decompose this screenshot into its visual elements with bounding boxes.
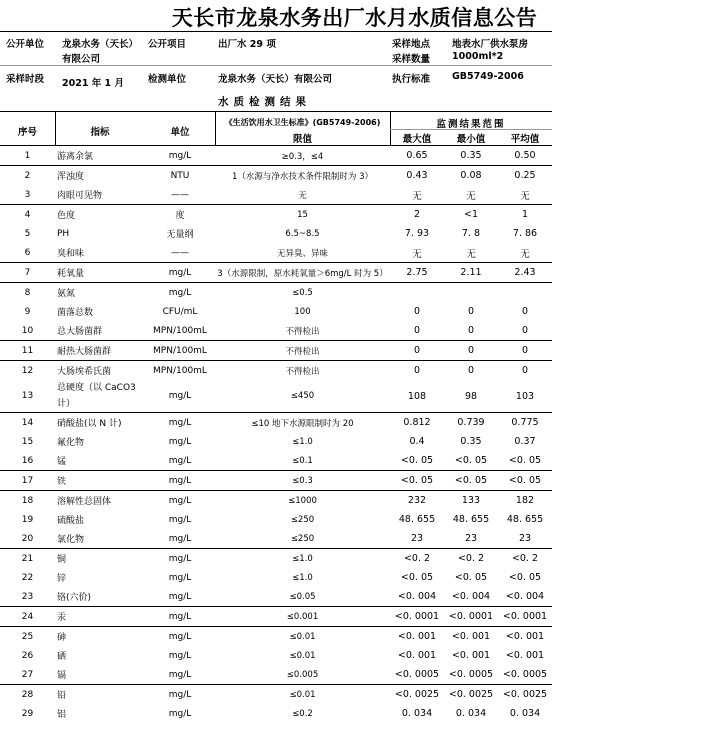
- standard-limit: ≤0.001: [215, 607, 390, 627]
- unit: mg/L: [168, 650, 192, 661]
- avg-value: [498, 283, 552, 303]
- max-value: <0. 0001: [390, 607, 444, 627]
- standard-limit: ≤250: [290, 533, 315, 544]
- max-value: <0. 004: [397, 591, 437, 602]
- min-value: 23: [464, 533, 478, 544]
- indicator-name: 铝: [57, 710, 67, 720]
- standard-limit: ≤1.0: [215, 549, 390, 569]
- max-value: 无: [412, 190, 422, 202]
- table-row: [0, 471, 552, 491]
- unit: mg/L: [145, 471, 215, 491]
- standard-label: 执行标准: [392, 74, 431, 85]
- avg-value: 0.37: [514, 436, 536, 447]
- min-value: <0. 05: [444, 471, 498, 491]
- min-value: 0: [444, 361, 498, 381]
- avg-value: 7. 86: [512, 228, 538, 239]
- unit: NTU: [145, 166, 215, 186]
- results-subtitle: 水质检测结果: [218, 96, 311, 108]
- table-row: [0, 341, 552, 361]
- min-value: 48. 655: [452, 514, 490, 525]
- indicator-name: 铁: [55, 471, 145, 491]
- standard-limit: 1（水源与净水技术条件限制时为 3）: [215, 166, 390, 186]
- table-row: [0, 205, 552, 225]
- avg-value: <0. 05: [508, 455, 542, 466]
- max-value: <0. 0005: [394, 669, 440, 680]
- avg-value: 23: [518, 533, 532, 544]
- row-number: 21: [0, 549, 55, 569]
- row-number: 14: [0, 413, 55, 433]
- row-number: 20: [21, 533, 34, 544]
- indicator-name: 氯化物: [57, 535, 85, 545]
- table-row: [0, 568, 552, 587]
- unit: ——: [171, 189, 189, 200]
- max-value: 23: [410, 533, 424, 544]
- table-row: [0, 704, 552, 723]
- table-row: [0, 549, 552, 569]
- avg-value: 48. 655: [506, 514, 544, 525]
- indicator-name: PH: [57, 228, 70, 239]
- indicator-name: 总硬度（以 CaCO3 计）: [57, 383, 136, 409]
- unit: mg/L: [168, 391, 192, 401]
- row-number: 4: [0, 205, 55, 225]
- max-value: 0.43: [390, 166, 444, 186]
- max-value: 7. 93: [404, 228, 430, 239]
- min-value: <0. 0005: [448, 669, 494, 680]
- min-value: 0.35: [460, 436, 482, 447]
- unit: mg/L: [168, 708, 192, 719]
- min-value: <0. 05: [454, 455, 488, 466]
- standard-limit: ≤1.0: [292, 436, 313, 447]
- indicator-name: 耐热大肠菌群: [55, 341, 145, 361]
- col-header-monitor: 监测结果范围: [436, 119, 506, 130]
- min-value: <0. 001: [451, 650, 491, 661]
- unit: mg/L: [145, 607, 215, 627]
- unit-value-line2: 有限公司: [62, 54, 101, 65]
- min-value: 0: [467, 325, 475, 336]
- time-value: 2021 年 1 月: [62, 78, 124, 89]
- page-title: 天长市龙泉水务出厂水月水质信息公告: [171, 5, 538, 30]
- unit: 无量纲: [166, 230, 194, 240]
- monitor-sub-rule: [390, 129, 552, 130]
- table-header-rule: [0, 111, 552, 112]
- indicator-name: 大肠埃希氏菌: [55, 361, 145, 381]
- row-number: 13: [21, 391, 34, 401]
- standard-limit: ≤0.3: [215, 471, 390, 491]
- row-number: 7: [0, 263, 55, 283]
- avg-value: <0. 0005: [502, 669, 548, 680]
- item-value: 出厂水 29 项: [218, 39, 276, 50]
- avg-value: <0. 05: [508, 572, 542, 583]
- row-number: 9: [24, 306, 31, 317]
- row-number: 5: [24, 228, 31, 239]
- table-row: [0, 321, 552, 341]
- min-value: 0.08: [444, 166, 498, 186]
- min-value: <0. 0025: [444, 685, 498, 705]
- avg-value: <0. 0001: [498, 607, 552, 627]
- standard-value: GB5749-2006: [452, 71, 524, 82]
- table-row: [0, 646, 552, 665]
- min-value: 7. 8: [461, 228, 481, 239]
- min-value: 无: [466, 190, 476, 202]
- standard-limit: ≤0.1: [292, 455, 313, 466]
- qty-label: 采样数量: [392, 54, 431, 65]
- row-number: 19: [21, 514, 34, 525]
- table-row: [0, 665, 552, 685]
- test-unit-label: 检测单位: [148, 74, 187, 85]
- unit: mg/L: [145, 685, 215, 705]
- unit: mg/L: [168, 591, 192, 602]
- avg-value: 0: [498, 341, 552, 361]
- row-number: 16: [21, 455, 34, 466]
- unit-value-line1: 龙泉水务（天长）: [62, 39, 139, 50]
- col-header-indicator: 指标: [90, 127, 110, 138]
- standard-limit: 100: [294, 306, 311, 317]
- place-label: 采样地点: [392, 39, 431, 50]
- unit: MPN/100mL: [145, 361, 215, 381]
- unit: mg/L: [145, 283, 215, 303]
- avg-value: 2.43: [498, 263, 552, 283]
- table-row: [0, 491, 552, 511]
- table-row: [0, 685, 552, 705]
- row-number: 3: [24, 189, 31, 200]
- row-number: 2: [0, 166, 55, 186]
- row-number: 25: [0, 627, 55, 647]
- qty-value: 1000ml*2: [452, 51, 504, 62]
- col-header-limit: 限值: [292, 134, 312, 145]
- max-value: 48. 655: [398, 514, 436, 525]
- standard-limit: ≤450: [290, 391, 315, 401]
- max-value: 0: [390, 341, 444, 361]
- table-row: [0, 432, 552, 451]
- table-row: [0, 283, 552, 303]
- table-row: [0, 627, 552, 647]
- unit: mg/L: [145, 263, 215, 283]
- standard-limit: ≤0.01: [289, 650, 316, 661]
- avg-value: 103: [515, 390, 535, 402]
- avg-value: 0.50: [498, 146, 552, 166]
- standard-limit: 15: [215, 205, 390, 225]
- table-row: [0, 166, 552, 186]
- max-value: <0. 05: [400, 455, 434, 466]
- indicator-name: 溶解性总固体: [55, 491, 145, 511]
- standard-limit: ≤10 地下水源限制时为 20: [215, 413, 390, 433]
- table-row: [0, 413, 552, 433]
- unit: CFU/mL: [162, 306, 198, 317]
- indicator-name: 汞: [55, 607, 145, 627]
- table-row: [0, 587, 552, 607]
- unit: mg/L: [168, 514, 192, 525]
- min-value: <0. 0001: [444, 607, 498, 627]
- indicator-name: 浑浊度: [55, 166, 145, 186]
- test-unit-value: 龙泉水务（天长）有限公司: [218, 74, 333, 85]
- col-header-standard: 《生活饮用水卫生标准》(GB5749-2006): [224, 118, 381, 127]
- col-header-max: 最大值: [402, 134, 432, 145]
- avg-value: <0. 05: [498, 471, 552, 491]
- min-value: 98: [464, 390, 478, 402]
- indicator-name: 硒: [57, 652, 67, 662]
- row-number: 18: [0, 491, 55, 511]
- row-number: 8: [0, 283, 55, 303]
- standard-limit: ≤0.005: [286, 669, 319, 680]
- standard-limit: ≤250: [290, 514, 315, 525]
- standard-limit: ≤0.05: [289, 591, 316, 602]
- max-value: 0. 034: [401, 708, 433, 719]
- time-label: 采样时段: [6, 74, 45, 85]
- max-value: 0: [413, 325, 421, 336]
- col-header-no: 序号: [17, 127, 37, 138]
- avg-value: 0: [498, 361, 552, 381]
- unit: MPN/100mL: [145, 341, 215, 361]
- max-value: <0. 05: [390, 471, 444, 491]
- max-value: <0. 05: [400, 572, 434, 583]
- standard-limit: 无: [298, 190, 307, 201]
- table-row: [0, 224, 552, 243]
- row-number: 15: [21, 436, 34, 447]
- indicator-name: 锌: [57, 574, 67, 584]
- table-row: [0, 361, 552, 381]
- col-header-avg: 平均值: [510, 134, 540, 145]
- avg-value: 182: [498, 491, 552, 511]
- indicator-name: 铜: [55, 549, 145, 569]
- indicator-name: 游离余氯: [55, 146, 145, 166]
- avg-value: <0. 001: [498, 627, 552, 647]
- min-value: 0.739: [444, 413, 498, 433]
- row-number: 6: [24, 247, 31, 258]
- max-value: 0: [390, 361, 444, 381]
- row-number: 26: [21, 650, 34, 661]
- row-number: 29: [21, 708, 34, 719]
- min-value: <1: [444, 205, 498, 225]
- indicator-name: 铬(六价): [57, 593, 92, 603]
- max-value: [390, 283, 444, 303]
- table-row: [0, 451, 552, 471]
- max-value: <0. 0025: [390, 685, 444, 705]
- row-number: 23: [21, 591, 34, 602]
- max-value: 0: [413, 306, 421, 317]
- avg-value: 0.25: [498, 166, 552, 186]
- indicator-name: 砷: [55, 627, 145, 647]
- standard-limit: ≤1000: [215, 491, 390, 511]
- place-value: 地表水厂供水泵房: [452, 39, 529, 50]
- unit: mg/L: [168, 669, 192, 680]
- min-value: 0: [467, 306, 475, 317]
- water-quality-table: [0, 145, 552, 723]
- indicator-name: 菌落总数: [57, 308, 94, 318]
- standard-limit: 不得检出: [285, 326, 320, 337]
- indicator-name: 氨氮: [55, 283, 145, 303]
- standard-limit: 不得检出: [215, 361, 390, 381]
- indicator-name: 锰: [57, 457, 67, 467]
- standard-limit: 不得检出: [215, 341, 390, 361]
- standard-limit: ≤0.01: [215, 627, 390, 647]
- unit: mg/L: [168, 572, 192, 583]
- min-value: <0. 004: [451, 591, 491, 602]
- table-row: [0, 146, 552, 166]
- col-divider-1: [55, 111, 56, 145]
- max-value: <0. 2: [390, 549, 444, 569]
- indicator-name: 臭和味: [57, 249, 85, 259]
- row-number: 27: [21, 669, 34, 680]
- row-number: 22: [21, 572, 34, 583]
- row-number: 10: [21, 325, 34, 336]
- indicator-name: 硫酸盐: [57, 516, 85, 526]
- max-value: 2.75: [390, 263, 444, 283]
- avg-value: 0: [521, 325, 529, 336]
- min-value: 0. 034: [455, 708, 487, 719]
- min-value: 2.11: [444, 263, 498, 283]
- standard-limit: ≤1.0: [292, 572, 313, 583]
- table-row: [0, 263, 552, 283]
- header-top-rule: [0, 31, 552, 32]
- indicator-name: 硝酸盐(以 N 计): [55, 413, 145, 433]
- row-number: 1: [0, 146, 55, 166]
- col-header-min: 最小值: [456, 134, 486, 145]
- avg-value: <0. 0025: [498, 685, 552, 705]
- min-value: <0. 05: [454, 572, 488, 583]
- unit: mg/L: [145, 627, 215, 647]
- min-value: [444, 283, 498, 303]
- row-number: 24: [0, 607, 55, 627]
- standard-limit: ≤0.5: [215, 283, 390, 303]
- avg-value: 0. 034: [509, 708, 541, 719]
- avg-value: 0.775: [498, 413, 552, 433]
- unit: mg/L: [168, 436, 192, 447]
- unit: mg/L: [145, 146, 215, 166]
- max-value: 232: [390, 491, 444, 511]
- unit-label: 公开单位: [6, 39, 45, 50]
- unit: mg/L: [168, 533, 192, 544]
- avg-value: <0. 2: [498, 549, 552, 569]
- standard-limit: ≤0.2: [292, 708, 313, 719]
- table-row: [0, 380, 552, 413]
- table-row: [0, 529, 552, 549]
- min-value: 0.35: [444, 146, 498, 166]
- unit: ——: [171, 247, 189, 258]
- row-number: 28: [0, 685, 55, 705]
- max-value: 0.4: [409, 436, 425, 447]
- max-value: 2: [390, 205, 444, 225]
- max-value: 无: [412, 248, 422, 260]
- unit: mg/L: [145, 413, 215, 433]
- header-mid-rule: [0, 65, 552, 66]
- avg-value: 1: [498, 205, 552, 225]
- table-row: [0, 243, 552, 263]
- min-value: 0: [444, 341, 498, 361]
- avg-value: <0. 004: [505, 591, 545, 602]
- row-number: 17: [0, 471, 55, 491]
- standard-limit: 3（水源限制，原水耗氧量＞6mg/L 时为 5）: [215, 263, 390, 283]
- unit: mg/L: [168, 455, 192, 466]
- unit: mg/L: [145, 549, 215, 569]
- max-value: 0.812: [390, 413, 444, 433]
- col-header-unit: 单位: [170, 127, 190, 138]
- min-value: <0. 2: [444, 549, 498, 569]
- indicator-name: 色度: [55, 205, 145, 225]
- avg-value: 无: [520, 190, 530, 202]
- table-row: [0, 510, 552, 529]
- max-value: 108: [407, 390, 427, 402]
- indicator-name: 镉: [57, 671, 67, 681]
- min-value: 133: [444, 491, 498, 511]
- row-number: 12: [0, 361, 55, 381]
- indicator-name: 氟化物: [57, 438, 85, 448]
- standard-limit: 6.5~8.5: [285, 228, 320, 239]
- avg-value: 0: [521, 306, 529, 317]
- unit: mg/L: [145, 491, 215, 511]
- item-label: 公开项目: [148, 39, 187, 50]
- table-row: [0, 302, 552, 321]
- min-value: <0. 001: [444, 627, 498, 647]
- standard-limit: 无异臭、异味: [276, 248, 328, 259]
- avg-value: <0. 001: [505, 650, 545, 661]
- indicator-name: 肉眼可见物: [57, 191, 103, 201]
- max-value: <0. 001: [390, 627, 444, 647]
- table-row: [0, 185, 552, 205]
- table-row: [0, 607, 552, 627]
- unit: MPN/100mL: [153, 325, 207, 336]
- indicator-name: 总大肠菌群: [57, 327, 103, 337]
- max-value: <0. 001: [397, 650, 437, 661]
- standard-limit: ≥0.3，≤4: [215, 146, 390, 166]
- unit: 度: [145, 205, 215, 225]
- max-value: 0.65: [390, 146, 444, 166]
- row-number: 11: [0, 341, 55, 361]
- avg-value: 无: [520, 248, 530, 260]
- standard-limit: ≤0.01: [215, 685, 390, 705]
- indicator-name: 耗氧量: [55, 263, 145, 283]
- min-value: 无: [466, 248, 476, 260]
- indicator-name: 铅: [55, 685, 145, 705]
